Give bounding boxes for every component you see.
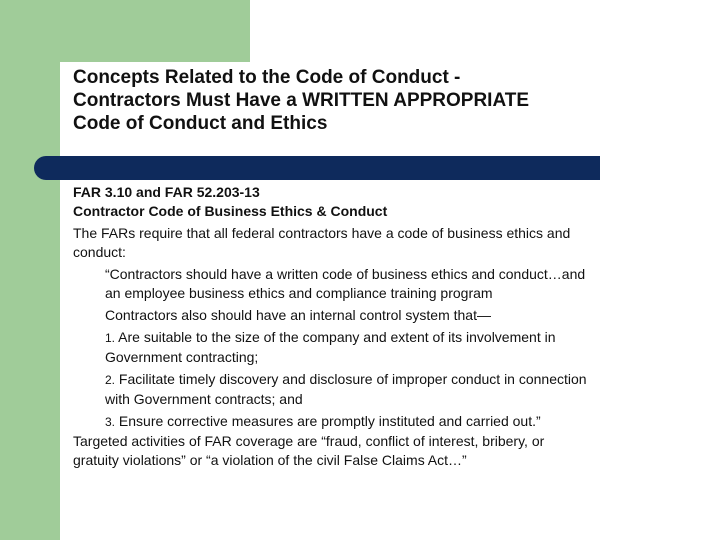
list-item (73, 412, 703, 432)
quote-text: an employee business ethics and compliance training program (105, 285, 493, 301)
control-text: Contractors also should have an internal control system that— (105, 307, 491, 323)
targeted-activities-text: gratuity violations” or “a violation of the civil False Claims Act…” (73, 452, 467, 468)
title-divider-bar (34, 156, 600, 180)
list-item (73, 370, 703, 390)
list-number: 1. (105, 331, 116, 345)
list-text: Are suitable to the size of the company and extent of its involvement in (118, 329, 556, 345)
title-line: Contractors Must Have a WRITTEN APPROPRIATE (73, 90, 530, 111)
list-item-continuation: with Government contracts; and (105, 391, 303, 407)
list-number: 2. (105, 373, 116, 387)
title-line: Code of Conduct and Ethics (73, 113, 328, 134)
title-line: Concepts Related to the Code of Conduct - (73, 67, 461, 88)
far-reference-subtitle: Contractor Code of Business Ethics & Conduct (73, 203, 388, 219)
slide-body (73, 183, 703, 470)
green-side-bar (0, 0, 60, 540)
quote-text: “Contractors should have a written code of business ethics and conduct…and (105, 266, 586, 282)
intro-text: conduct: (73, 244, 126, 260)
list-text: Facilitate timely discovery and disclosure of improper conduct in connection (118, 371, 587, 387)
green-top-block (0, 0, 250, 62)
list-item-continuation: Government contracting; (105, 349, 259, 365)
intro-text: The FARs require that all federal contractors have a code of business ethics and (73, 225, 571, 241)
targeted-activities-text: Targeted activities of FAR coverage are “fraud, conflict of interest, bribery, or (73, 433, 545, 449)
far-reference: FAR 3.10 and FAR 52.203-13 (73, 184, 260, 200)
list-text: Ensure corrective measures are promptly instituted and carried out.” (118, 413, 541, 429)
list-item (73, 328, 703, 348)
list-number: 3. (105, 415, 116, 429)
slide-title (73, 66, 693, 135)
